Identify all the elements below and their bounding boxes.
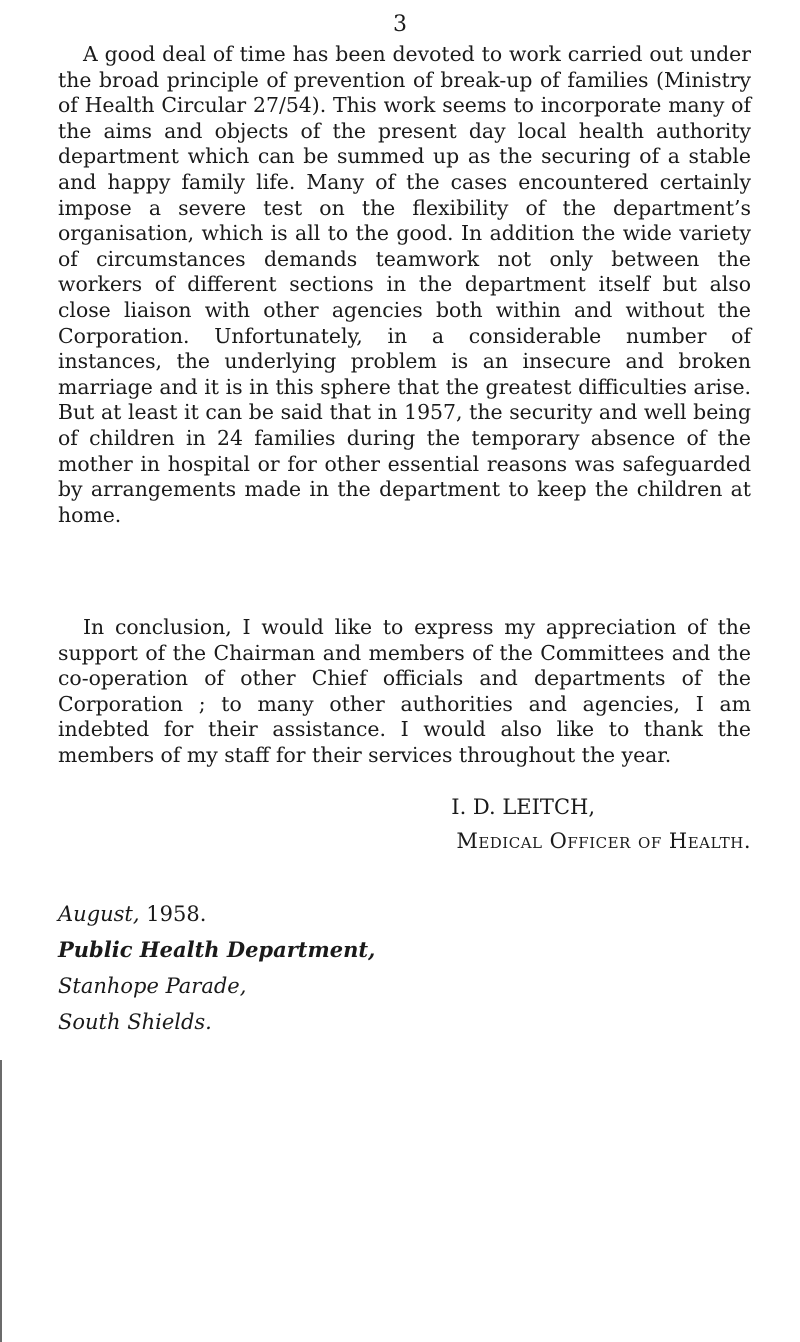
date-line — [58, 896, 206, 932]
paragraph-prevention-of-break-up: A good deal of time has been devoted to work carried out under the broad principle of prevention of break-up of families (Ministry of Health Circular 27/54). This work seems to incorporate many of the aims and objects of the present day local health authority department which can be summed up as the securing of a stable and happy family life. Many of the cases encountered certainly impose a severe test on the flexibility of the department’s organisation, which is all to the good. In addition the wide variety of circumstances demands teamwork not only between the workers of different sections in the department itself but also close liaison with other agencies both within and without the Corporation. Unfortunately, in a considerable number of instances, the underlying problem is an insecure and broken marriage and it is in this sphere that the greatest difficulties arise. But at least it can be said that in 1957, the security and well being of children in 24 families during the temporary absence of the mother in hospital or for other essential reasons was safeguarded by arrangements made in the department to keep the children at home. — [58, 42, 751, 527]
date-month: August, — [58, 902, 140, 926]
scan-margin-line — [0, 1060, 2, 1342]
signatory-name: I. D. LEITCH, — [451, 795, 595, 819]
department-line: Public Health Department, — [58, 937, 376, 962]
page-number: 3 — [393, 12, 407, 37]
town-line: South Shields. — [58, 1010, 212, 1034]
paragraph-conclusion: In conclusion, I would like to express my appreciation of the support of the Chairman and members of the Committees and the co-operation of other Chief officials and departments of the Corporation ; to many other authorities and agencies, I am indebted for their assistance. I would also like to thank the members of my staff for their services throughout the year. — [58, 615, 751, 767]
street-line: Stanhope Parade, — [58, 974, 247, 998]
signatory-title: Medical Officer of Health. — [456, 829, 751, 853]
date-year: 1958. — [146, 902, 207, 926]
